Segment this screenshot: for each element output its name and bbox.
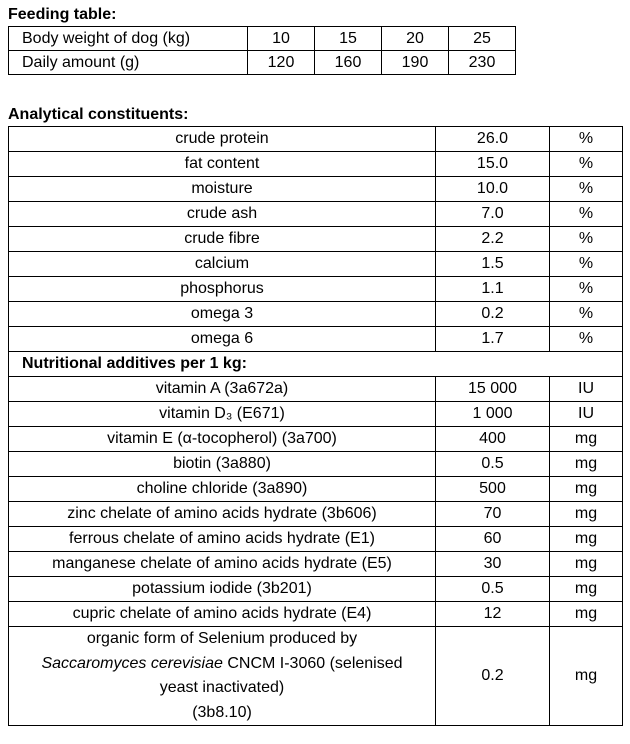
value-cell: 0.5 [436, 452, 550, 477]
value-cell: 60 [436, 527, 550, 552]
additives-body [9, 377, 623, 627]
table-row [9, 402, 623, 427]
table-row [9, 152, 623, 177]
table-cell: 190 [382, 51, 449, 75]
table-cell: 15 [315, 27, 382, 51]
table-row [9, 502, 623, 527]
name-cell: potassium iodide (3b201) [9, 577, 436, 602]
name-cell: crude ash [9, 202, 436, 227]
value-cell: 0.5 [436, 577, 550, 602]
table-row [9, 252, 623, 277]
row-label: Daily amount (g) [9, 51, 248, 75]
value-cell: 1.5 [436, 252, 550, 277]
constituents-body [9, 127, 623, 352]
selenium-line-4: (3b8.10) [192, 703, 252, 721]
table-row [9, 452, 623, 477]
selenium-line-2 [9, 652, 435, 677]
name-cell: crude fibre [9, 227, 436, 252]
unit-cell: % [550, 127, 623, 152]
value-cell: 15 000 [436, 377, 550, 402]
unit-cell: % [550, 152, 623, 177]
name-cell: vitamin E (α-tocopherol) (3a700) [9, 427, 436, 452]
unit-cell: % [550, 227, 623, 252]
value-cell: 400 [436, 427, 550, 452]
unit-cell: mg [550, 527, 623, 552]
unit-cell: mg [550, 477, 623, 502]
value-cell: 0.2 [436, 302, 550, 327]
table-cell: 10 [248, 27, 315, 51]
unit-cell: % [550, 252, 623, 277]
value-cell: 500 [436, 477, 550, 502]
table-row [9, 177, 623, 202]
name-cell: omega 6 [9, 327, 436, 352]
name-cell: phosphorus [9, 277, 436, 302]
table-row [9, 602, 623, 627]
table-row [9, 577, 623, 602]
name-cell: vitamin D₃ (E671) [9, 402, 436, 427]
name-cell: vitamin A (3a672a) [9, 377, 436, 402]
selenium-line-3: yeast inactivated) [159, 679, 285, 696]
unit-cell: mg [550, 552, 623, 577]
table-row [9, 227, 623, 252]
table-row [9, 552, 623, 577]
table-row [9, 477, 623, 502]
table-row [9, 27, 516, 51]
selenium-species: Saccaromyces cerevisiae [41, 654, 223, 672]
table-cell: 160 [315, 51, 382, 75]
unit-cell: IU [550, 377, 623, 402]
table-cell: 230 [449, 51, 516, 75]
selenium-line-1: organic form of Selenium produced by [86, 630, 358, 647]
unit-cell: mg [550, 502, 623, 527]
value-cell: 12 [436, 602, 550, 627]
table-row [9, 127, 623, 152]
unit-cell: mg [550, 452, 623, 477]
analytical-table [8, 126, 623, 726]
row-label: Body weight of dog (kg) [9, 27, 248, 51]
value-cell: 2.2 [436, 227, 550, 252]
name-cell: crude protein [9, 127, 436, 152]
unit-cell: mg [550, 427, 623, 452]
value-cell: 1 000 [436, 402, 550, 427]
value-cell: 30 [436, 552, 550, 577]
selenium-name [9, 627, 436, 726]
unit-cell: % [550, 302, 623, 327]
unit-cell: % [550, 177, 623, 202]
table-row [9, 377, 623, 402]
name-cell: calcium [9, 252, 436, 277]
name-cell: manganese chelate of amino acids hydrate (E5) [9, 552, 436, 577]
value-cell: 1.7 [436, 327, 550, 352]
table-row [9, 527, 623, 552]
selenium-unit: mg [550, 627, 623, 726]
table-row [9, 202, 623, 227]
unit-cell: % [550, 277, 623, 302]
name-cell: moisture [9, 177, 436, 202]
table-row [9, 327, 623, 352]
unit-cell: % [550, 202, 623, 227]
value-cell: 26.0 [436, 127, 550, 152]
unit-cell: mg [550, 602, 623, 627]
name-cell: choline chloride (3a890) [9, 477, 436, 502]
feeding-table-heading: Feeding table: [8, 6, 117, 23]
table-row [9, 627, 623, 726]
name-cell: cupric chelate of amino acids hydrate (E4) [9, 602, 436, 627]
additives-heading: Nutritional additives per 1 kg: [9, 352, 623, 377]
value-cell: 10.0 [436, 177, 550, 202]
value-cell: 7.0 [436, 202, 550, 227]
value-cell: 70 [436, 502, 550, 527]
selenium-value: 0.2 [436, 627, 550, 726]
table-row [9, 51, 516, 75]
table-row [9, 427, 623, 452]
analytical-heading: Analytical constituents: [8, 106, 189, 123]
feeding-table [8, 26, 516, 75]
selenium-line-2-rest: CNCM I-3060 (selenised [222, 654, 403, 672]
table-cell: 25 [449, 27, 516, 51]
name-cell: omega 3 [9, 302, 436, 327]
unit-cell: % [550, 327, 623, 352]
name-cell: biotin (3a880) [9, 452, 436, 477]
table-cell: 120 [248, 51, 315, 75]
value-cell: 15.0 [436, 152, 550, 177]
table-row [9, 277, 623, 302]
name-cell: zinc chelate of amino acids hydrate (3b606) [9, 502, 436, 527]
name-cell: ferrous chelate of amino acids hydrate (E1) [9, 527, 436, 552]
unit-cell: IU [550, 402, 623, 427]
name-cell: fat content [9, 152, 436, 177]
table-row [9, 302, 623, 327]
table-row [9, 352, 623, 377]
table-cell: 20 [382, 27, 449, 51]
value-cell: 1.1 [436, 277, 550, 302]
unit-cell: mg [550, 577, 623, 602]
